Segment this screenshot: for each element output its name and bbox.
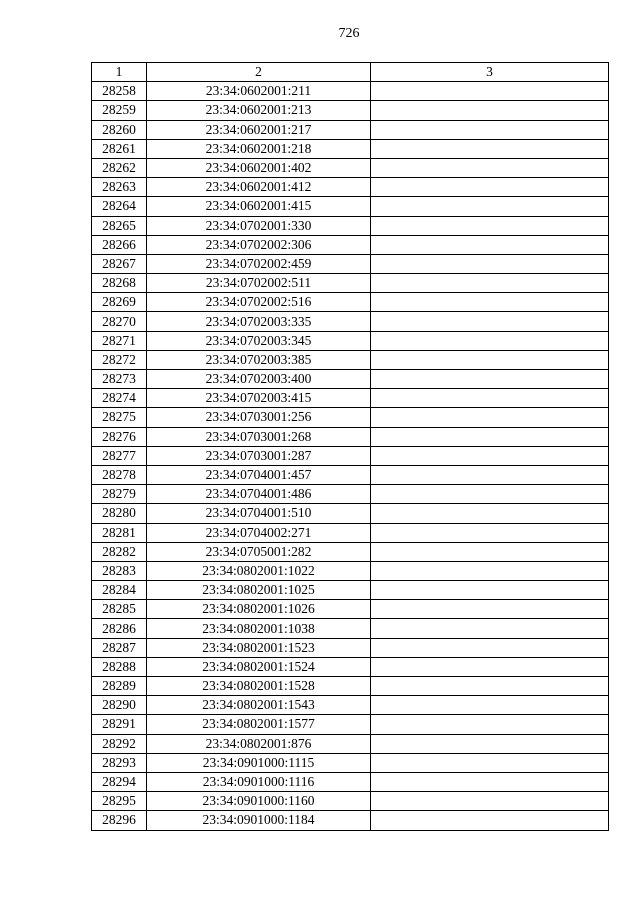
page-number: 726 [338, 26, 360, 41]
cadastral-number-cell: 23:34:0602001:412 [147, 178, 371, 197]
column-header-3: 3 [371, 63, 609, 82]
note-cell [371, 158, 609, 177]
cadastral-number-cell: 23:34:0702003:385 [147, 350, 371, 369]
column-header-2: 2 [147, 63, 371, 82]
note-cell [371, 82, 609, 101]
cadastral-number-cell: 23:34:0703001:256 [147, 408, 371, 427]
note-cell [371, 389, 609, 408]
table-row [92, 561, 609, 580]
table-row [92, 753, 609, 772]
row-number-cell: 28262 [92, 158, 147, 177]
note-cell [371, 561, 609, 580]
cadastral-number-cell: 23:34:0702001:330 [147, 216, 371, 235]
cadastral-number-cell: 23:34:0602001:415 [147, 197, 371, 216]
row-number-cell: 28293 [92, 753, 147, 772]
table-row [92, 389, 609, 408]
note-cell [371, 811, 609, 830]
row-number-cell: 28288 [92, 657, 147, 676]
cadastral-number-cell: 23:34:0802001:1577 [147, 715, 371, 734]
table-row [92, 504, 609, 523]
cadastral-number-cell: 23:34:0704002:271 [147, 523, 371, 542]
note-cell [371, 370, 609, 389]
cadastral-number-cell: 23:34:0802001:1038 [147, 619, 371, 638]
cadastral-number-cell: 23:34:0703001:287 [147, 446, 371, 465]
row-number-cell: 28277 [92, 446, 147, 465]
cadastral-number-cell: 23:34:0702002:511 [147, 274, 371, 293]
table-row [92, 696, 609, 715]
cadastral-number-cell: 23:34:0901000:1115 [147, 753, 371, 772]
note-cell [371, 427, 609, 446]
row-number-cell: 28275 [92, 408, 147, 427]
note-cell [371, 350, 609, 369]
cadastral-number-cell: 23:34:0802001:1022 [147, 561, 371, 580]
table-row [92, 677, 609, 696]
cadastral-number-cell: 23:34:0802001:876 [147, 734, 371, 753]
note-cell [371, 331, 609, 350]
header-row [92, 63, 609, 82]
row-number-cell: 28279 [92, 485, 147, 504]
row-number-cell: 28280 [92, 504, 147, 523]
note-cell [371, 542, 609, 561]
table-row [92, 600, 609, 619]
table-row [92, 734, 609, 753]
row-number-cell: 28282 [92, 542, 147, 561]
table-row [92, 312, 609, 331]
table-row [92, 465, 609, 484]
row-number-cell: 28272 [92, 350, 147, 369]
table-row [92, 408, 609, 427]
cadastral-number-cell: 23:34:0802001:1543 [147, 696, 371, 715]
cadastral-number-cell: 23:34:0705001:282 [147, 542, 371, 561]
note-cell [371, 581, 609, 600]
row-number-cell: 28266 [92, 235, 147, 254]
table-row [92, 792, 609, 811]
row-number-cell: 28265 [92, 216, 147, 235]
row-number-cell: 28285 [92, 600, 147, 619]
row-number-cell: 28291 [92, 715, 147, 734]
cadastral-number-cell: 23:34:0802001:1524 [147, 657, 371, 676]
note-cell [371, 696, 609, 715]
table-row [92, 446, 609, 465]
note-cell [371, 408, 609, 427]
table-row [92, 254, 609, 273]
cadastral-number-cell: 23:34:0602001:218 [147, 139, 371, 158]
table-row [92, 427, 609, 446]
note-cell [371, 178, 609, 197]
table-row [92, 619, 609, 638]
note-cell [371, 293, 609, 312]
note-cell [371, 753, 609, 772]
table-header [92, 63, 609, 82]
table-row [92, 811, 609, 830]
table-row [92, 523, 609, 542]
cadastral-number-cell: 23:34:0704001:457 [147, 465, 371, 484]
cadastral-number-cell: 23:34:0602001:402 [147, 158, 371, 177]
note-cell [371, 101, 609, 120]
row-number-cell: 28274 [92, 389, 147, 408]
row-number-cell: 28278 [92, 465, 147, 484]
row-number-cell: 28292 [92, 734, 147, 753]
cadastral-number-cell: 23:34:0901000:1160 [147, 792, 371, 811]
cadastral-number-cell: 23:34:0702003:335 [147, 312, 371, 331]
note-cell [371, 197, 609, 216]
note-cell [371, 446, 609, 465]
note-cell [371, 274, 609, 293]
note-cell [371, 734, 609, 753]
row-number-cell: 28264 [92, 197, 147, 216]
table-row [92, 715, 609, 734]
cadastral-number-cell: 23:34:0703001:268 [147, 427, 371, 446]
note-cell [371, 600, 609, 619]
note-cell [371, 235, 609, 254]
table-row [92, 485, 609, 504]
cadastral-number-cell: 23:34:0602001:217 [147, 120, 371, 139]
row-number-cell: 28290 [92, 696, 147, 715]
cadastral-number-cell: 23:34:0702003:400 [147, 370, 371, 389]
row-number-cell: 28276 [92, 427, 147, 446]
row-number-cell: 28261 [92, 139, 147, 158]
note-cell [371, 677, 609, 696]
note-cell [371, 638, 609, 657]
row-number-cell: 28259 [92, 101, 147, 120]
row-number-cell: 28258 [92, 82, 147, 101]
table-row [92, 638, 609, 657]
table-row [92, 581, 609, 600]
table-row [92, 101, 609, 120]
registry-table [91, 62, 609, 831]
cadastral-number-cell: 23:34:0901000:1116 [147, 772, 371, 791]
note-cell [371, 523, 609, 542]
cadastral-number-cell: 23:34:0802001:1026 [147, 600, 371, 619]
row-number-cell: 28283 [92, 561, 147, 580]
cadastral-number-cell: 23:34:0704001:486 [147, 485, 371, 504]
cadastral-number-cell: 23:34:0602001:213 [147, 101, 371, 120]
row-number-cell: 28260 [92, 120, 147, 139]
note-cell [371, 465, 609, 484]
note-cell [371, 485, 609, 504]
table-row [92, 657, 609, 676]
row-number-cell: 28294 [92, 772, 147, 791]
row-number-cell: 28273 [92, 370, 147, 389]
table-body [92, 82, 609, 830]
row-number-cell: 28268 [92, 274, 147, 293]
row-number-cell: 28270 [92, 312, 147, 331]
table-row [92, 82, 609, 101]
table-row [92, 370, 609, 389]
table-row [92, 331, 609, 350]
cadastral-number-cell: 23:34:0901000:1184 [147, 811, 371, 830]
row-number-cell: 28269 [92, 293, 147, 312]
table-row [92, 772, 609, 791]
column-header-1: 1 [92, 63, 147, 82]
table-row [92, 350, 609, 369]
table-row [92, 293, 609, 312]
note-cell [371, 504, 609, 523]
table-row [92, 197, 609, 216]
cadastral-number-cell: 23:34:0602001:211 [147, 82, 371, 101]
row-number-cell: 28284 [92, 581, 147, 600]
row-number-cell: 28263 [92, 178, 147, 197]
cadastral-number-cell: 23:34:0702002:306 [147, 235, 371, 254]
cadastral-number-cell: 23:34:0702003:415 [147, 389, 371, 408]
row-number-cell: 28289 [92, 677, 147, 696]
table-row [92, 120, 609, 139]
cadastral-number-cell: 23:34:0802001:1528 [147, 677, 371, 696]
row-number-cell: 28286 [92, 619, 147, 638]
table-row [92, 158, 609, 177]
cadastral-number-cell: 23:34:0802001:1523 [147, 638, 371, 657]
table-row [92, 178, 609, 197]
cadastral-number-cell: 23:34:0702003:345 [147, 331, 371, 350]
row-number-cell: 28287 [92, 638, 147, 657]
table-row [92, 274, 609, 293]
table-row [92, 139, 609, 158]
row-number-cell: 28295 [92, 792, 147, 811]
note-cell [371, 792, 609, 811]
row-number-cell: 28296 [92, 811, 147, 830]
table-row [92, 235, 609, 254]
note-cell [371, 120, 609, 139]
row-number-cell: 28281 [92, 523, 147, 542]
note-cell [371, 715, 609, 734]
note-cell [371, 619, 609, 638]
table-row [92, 216, 609, 235]
cadastral-number-cell: 23:34:0702002:516 [147, 293, 371, 312]
row-number-cell: 28267 [92, 254, 147, 273]
cadastral-number-cell: 23:34:0802001:1025 [147, 581, 371, 600]
note-cell [371, 657, 609, 676]
cadastral-number-cell: 23:34:0702002:459 [147, 254, 371, 273]
note-cell [371, 139, 609, 158]
row-number-cell: 28271 [92, 331, 147, 350]
table-row [92, 542, 609, 561]
cadastral-number-cell: 23:34:0704001:510 [147, 504, 371, 523]
note-cell [371, 312, 609, 331]
note-cell [371, 772, 609, 791]
note-cell [371, 254, 609, 273]
note-cell [371, 216, 609, 235]
